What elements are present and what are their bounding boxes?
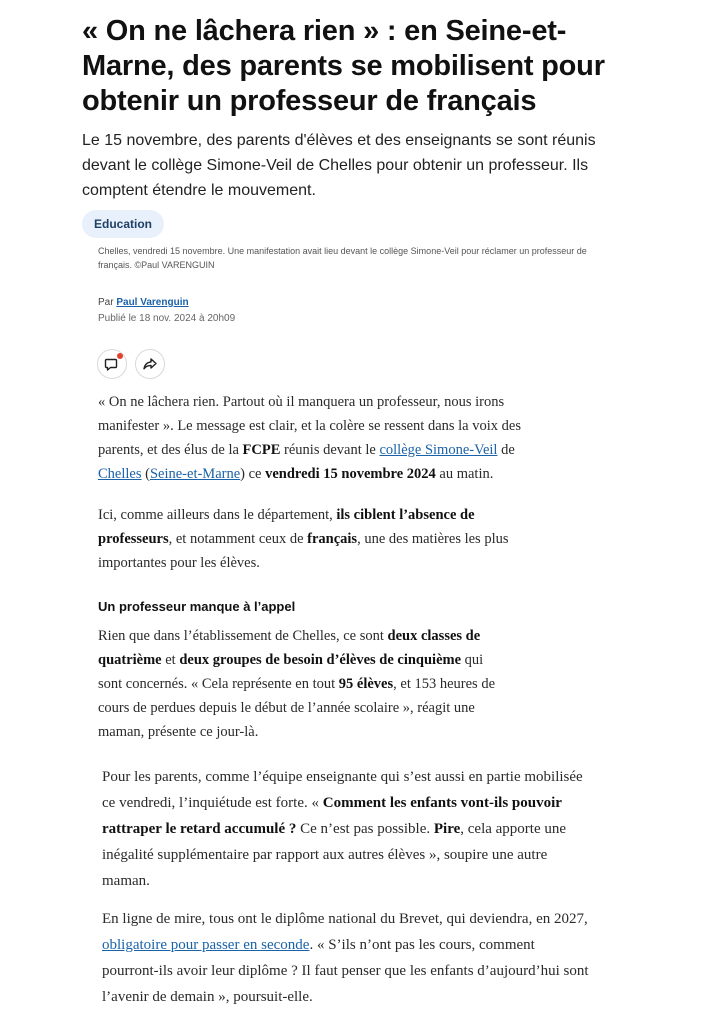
author-link[interactable]: Paul Varenguin [116, 297, 189, 308]
photo-caption: Chelles, vendredi 15 novembre. Une manifestation avait lieu devant le collège Simone-Veil pour réclamer un professeur de français. ©Paul VARENGUIN [98, 246, 587, 270]
paragraph-4: Pour les parents, comme l’équipe enseignante qui s’est aussi en partie mobilisée ce vendredi, l’inquiétude est forte. « Comment les enfants vont-ils pouvoir rattraper le retard accumulé ? Ce n’est pas possible. Pire, cela apporte une inégalité supplémentaire par rapport aux autres élèves », soupire une autre maman. [102, 769, 583, 889]
share-button[interactable] [135, 349, 165, 379]
comment-icon [104, 356, 120, 372]
share-icon [142, 356, 158, 372]
link-chelles[interactable]: Chelles [98, 466, 142, 482]
article-lead: Le 15 novembre, des parents d'élèves et des enseignants se sont réunis devant le collège Simone-Veil de Chelles pour obtenir un professeur. Ils comptent étendre le mouvement. [82, 132, 596, 199]
publication-date: Publié le 18 nov. 2024 à 20h09 [98, 313, 236, 324]
link-college-simone-veil[interactable]: collège Simone-Veil [379, 442, 498, 458]
paragraph-1: « On ne lâchera rien. Partout où il manquera un professeur, nous irons manifester ». Le message est clair, et la colère se ressent dans la voix des parents, et des élus de la FCPE réunis devant le collège Simone-Veil de Chelles (Seine-et-Marne) ce vendredi 15 novembre 2024 au matin. [98, 394, 521, 482]
link-seine-et-marne[interactable]: Seine-et-Marne [149, 466, 241, 482]
article-title: « On ne lâchera rien » : en Seine-et-Marne, des parents se mobilisent pour obtenir un professeur de français [82, 15, 605, 117]
link-obligatoire-seconde[interactable]: obligatoire pour passer en seconde [102, 937, 310, 953]
byline [98, 296, 189, 310]
paragraph-2: Ici, comme ailleurs dans le département, ils ciblent l’absence de professeurs, et notamment ceux de français, une des matières les plus importantes pour les élèves. [98, 507, 509, 571]
comment-button[interactable] [97, 349, 127, 379]
byline-prefix: Par [98, 297, 114, 308]
paragraph-5: En ligne de mire, tous ont le diplôme national du Brevet, qui deviendra, en 2027, obligatoire pour passer en seconde. « S’ils n’ont pas les cours, comment pourront-ils avoir leur diplôme ? Il faut penser que les enfants d’aujourd’hui sont l’avenir de demain », poursuit-elle. [102, 911, 589, 1005]
notification-dot [117, 353, 123, 359]
category-tag[interactable]: Education [82, 210, 164, 238]
paragraph-3: Rien que dans l’établissement de Chelles, ce sont deux classes de quatrième et deux groupes de besoin d’élèves de cinquième qui sont concernés. « Cela représente en tout 95 élèves, et 153 heures de cours de perdues depuis le début de l’année scolaire », réagit une maman, présente ce jour-là. [98, 628, 496, 740]
section-subheading: Un professeur manque à l’appel [98, 599, 296, 614]
